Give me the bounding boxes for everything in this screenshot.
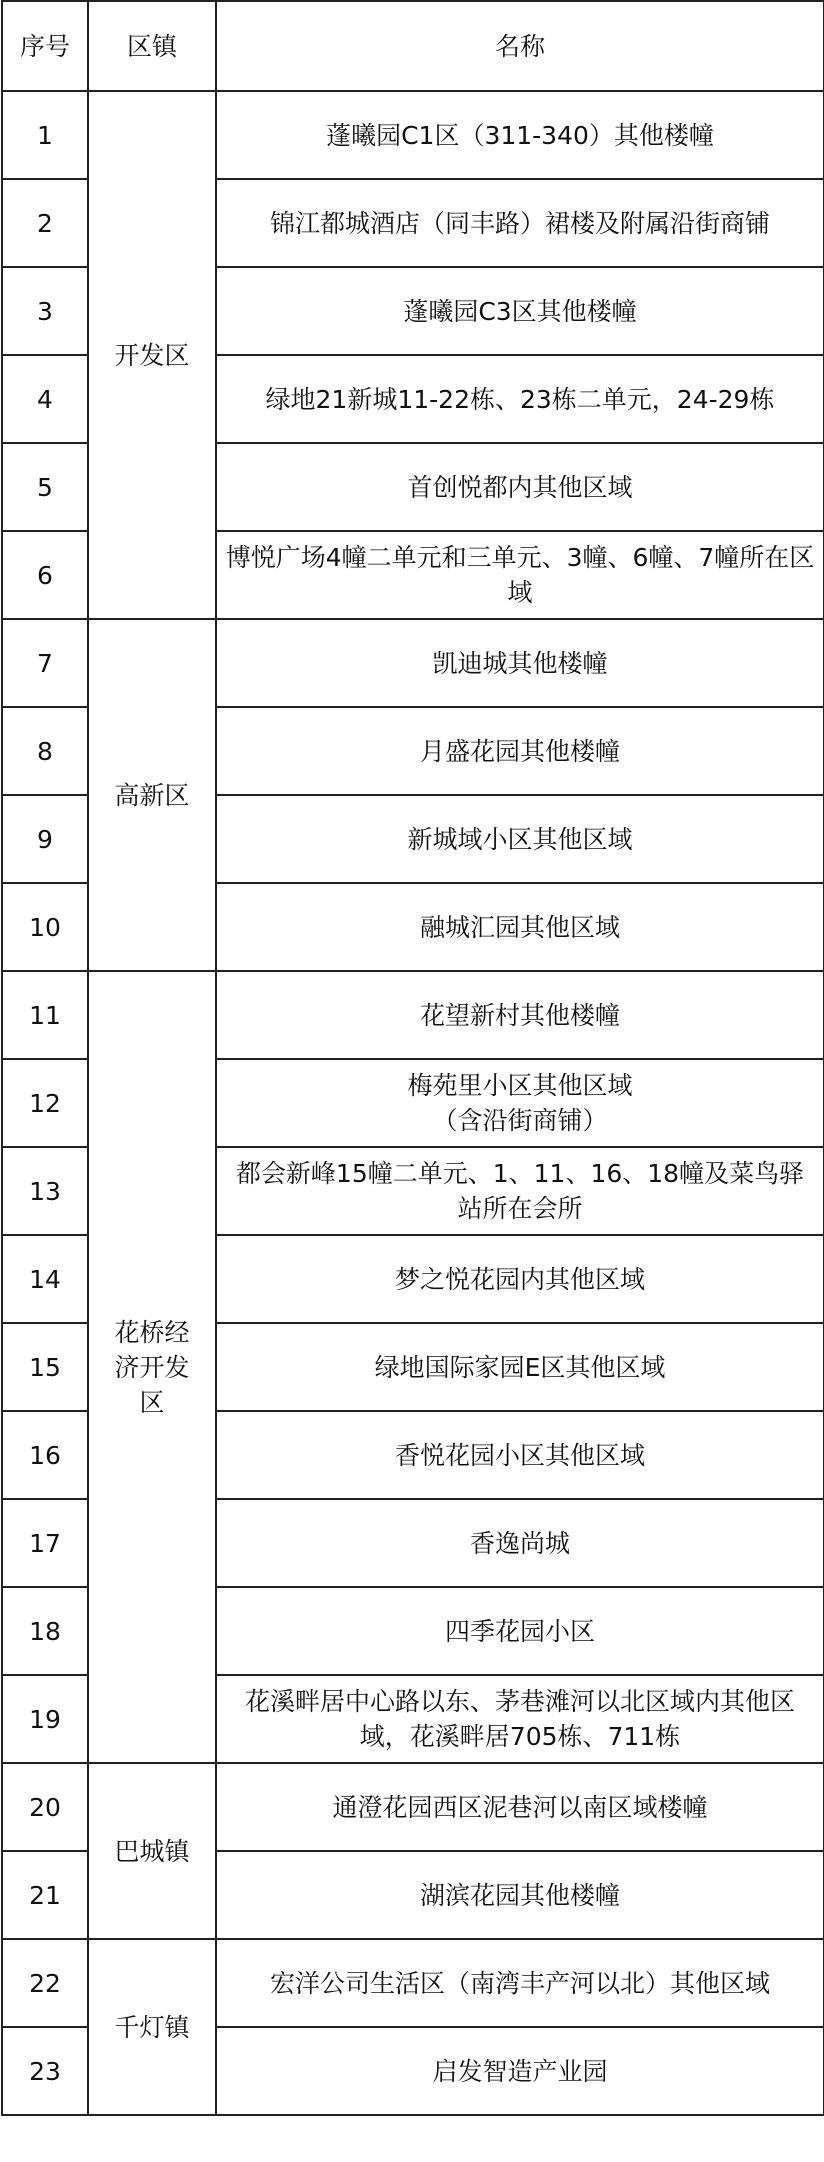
seq-cell: 9 (2, 795, 88, 883)
name-cell: 都会新峰15幢二单元、1、11、16、18幢及菜鸟驿站所在会所 (216, 1147, 824, 1235)
seq-cell: 7 (2, 619, 88, 707)
name-cell: 四季花园小区 (216, 1587, 824, 1675)
district-cell: 巴城镇 (88, 1763, 216, 1939)
seq-cell: 20 (2, 1763, 88, 1851)
header-district: 区镇 (88, 1, 216, 91)
seq-cell: 8 (2, 707, 88, 795)
seq-cell: 15 (2, 1323, 88, 1411)
seq-cell: 22 (2, 1939, 88, 2027)
seq-cell: 3 (2, 267, 88, 355)
name-cell: 启发智造产业园 (216, 2027, 824, 2115)
name-cell: 香逸尚城 (216, 1499, 824, 1587)
name-cell: 花溪畔居中心路以东、茅巷滩河以北区域内其他区域，花溪畔居705栋、711栋 (216, 1675, 824, 1763)
name-cell: 通澄花园西区泥巷河以南区域楼幢 (216, 1763, 824, 1851)
name-cell: 新城域小区其他区域 (216, 795, 824, 883)
table-row (2, 619, 824, 707)
name-cell: 蓬曦园C3区其他楼幢 (216, 267, 824, 355)
district-cell: 千灯镇 (88, 1939, 216, 2115)
seq-cell: 5 (2, 443, 88, 531)
table-row (2, 971, 824, 1059)
closure-area-table (1, 0, 824, 2116)
name-cell: 绿地21新城11-22栋、23栋二单元，24-29栋 (216, 355, 824, 443)
table-row (2, 91, 824, 179)
header-name: 名称 (216, 1, 824, 91)
seq-cell: 16 (2, 1411, 88, 1499)
seq-cell: 23 (2, 2027, 88, 2115)
name-cell: 宏洋公司生活区（南湾丰产河以北）其他区域 (216, 1939, 824, 2027)
seq-cell: 4 (2, 355, 88, 443)
name-cell: 月盛花园其他楼幢 (216, 707, 824, 795)
seq-cell: 2 (2, 179, 88, 267)
name-cell: 首创悦都内其他区域 (216, 443, 824, 531)
table-row (2, 1763, 824, 1851)
table-row (2, 1939, 824, 2027)
name-cell: 梦之悦花园内其他区域 (216, 1235, 824, 1323)
name-cell: 花望新村其他楼幢 (216, 971, 824, 1059)
name-cell: 融城汇园其他区域 (216, 883, 824, 971)
seq-cell: 1 (2, 91, 88, 179)
seq-cell: 21 (2, 1851, 88, 1939)
name-cell: 香悦花园小区其他区域 (216, 1411, 824, 1499)
name-cell: 博悦广场4幢二单元和三单元、3幢、6幢、7幢所在区域 (216, 531, 824, 619)
seq-cell: 6 (2, 531, 88, 619)
seq-cell: 17 (2, 1499, 88, 1587)
header-row (2, 1, 824, 91)
name-cell: 梅苑里小区其他区域 （含沿街商铺） (216, 1059, 824, 1147)
name-cell: 蓬曦园C1区（311-340）其他楼幢 (216, 91, 824, 179)
district-cell: 高新区 (88, 619, 216, 971)
district-cell: 花桥经济开发区 (88, 971, 216, 1763)
district-cell: 开发区 (88, 91, 216, 619)
seq-cell: 14 (2, 1235, 88, 1323)
seq-cell: 13 (2, 1147, 88, 1235)
seq-cell: 11 (2, 971, 88, 1059)
name-cell: 凯迪城其他楼幢 (216, 619, 824, 707)
header-seq: 序号 (2, 1, 88, 91)
seq-cell: 10 (2, 883, 88, 971)
seq-cell: 12 (2, 1059, 88, 1147)
name-cell: 湖滨花园其他楼幢 (216, 1851, 824, 1939)
seq-cell: 19 (2, 1675, 88, 1763)
name-cell: 绿地国际家园E区其他区域 (216, 1323, 824, 1411)
seq-cell: 18 (2, 1587, 88, 1675)
name-cell: 锦江都城酒店（同丰路）裙楼及附属沿街商铺 (216, 179, 824, 267)
